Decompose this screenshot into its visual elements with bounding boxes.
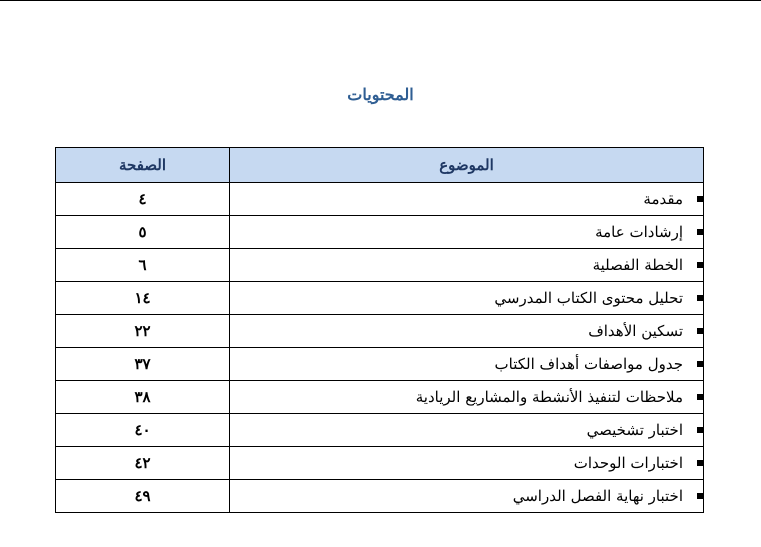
table-row (56, 348, 704, 381)
square-bullet-icon (697, 295, 703, 301)
square-bullet-icon (697, 361, 703, 367)
page-number-cell: ٣٨ (56, 381, 230, 414)
topic-cell (230, 480, 704, 513)
topic-cell (230, 414, 704, 447)
table-row (56, 315, 704, 348)
topic-cell (230, 348, 704, 381)
topic-cell (230, 282, 704, 315)
square-bullet-icon (697, 229, 703, 235)
topic-cell (230, 315, 704, 348)
page-number-cell: ٤٩ (56, 480, 230, 513)
topic-cell (230, 249, 704, 282)
table-row (56, 183, 704, 216)
page-number-cell: ٤ (56, 183, 230, 216)
topic-cell (230, 183, 704, 216)
topic-cell (230, 216, 704, 249)
topic-text: اختبار نهاية الفصل الدراسي (512, 487, 683, 505)
table-row (56, 216, 704, 249)
topic-text: اختبار تشخيصي (586, 421, 683, 439)
topic-text: الخطة الفصلية (592, 256, 683, 274)
page-column-header: الصفحة (56, 148, 230, 183)
table-row (56, 249, 704, 282)
topic-text: تحليل محتوى الكتاب المدرسي (494, 289, 683, 307)
contents-table (55, 147, 704, 513)
square-bullet-icon (697, 262, 703, 268)
topic-text: جدول مواصفات أهداف الكتاب (494, 355, 683, 373)
table-row (56, 282, 704, 315)
page-number-cell: ١٤ (56, 282, 230, 315)
page-number-cell: ٣٧ (56, 348, 230, 381)
square-bullet-icon (697, 493, 703, 499)
topic-column-header: الموضوع (230, 148, 704, 183)
topic-text: إرشادات عامة (595, 223, 683, 241)
table-row (56, 381, 704, 414)
square-bullet-icon (697, 196, 703, 202)
topic-cell (230, 381, 704, 414)
square-bullet-icon (697, 460, 703, 466)
page-number-cell: ٤٠ (56, 414, 230, 447)
square-bullet-icon (697, 328, 703, 334)
top-border-line (0, 0, 761, 1)
square-bullet-icon (697, 394, 703, 400)
table-row (56, 414, 704, 447)
topic-text: اختبارات الوحدات (573, 454, 683, 472)
topic-text: تسكين الأهداف (588, 322, 683, 340)
page-number-cell: ٥ (56, 216, 230, 249)
table-row (56, 480, 704, 513)
page-number-cell: ٤٢ (56, 447, 230, 480)
page-number-cell: ٢٢ (56, 315, 230, 348)
page-number-cell: ٦ (56, 249, 230, 282)
page-title: المحتويات (347, 85, 414, 104)
square-bullet-icon (697, 427, 703, 433)
table-row (56, 447, 704, 480)
topic-text: ملاحظات لتنفيذ الأنشطة والمشاريع الريادية (415, 388, 683, 406)
table-header-row (56, 148, 704, 183)
topic-cell (230, 447, 704, 480)
topic-text: مقدمة (643, 190, 683, 208)
